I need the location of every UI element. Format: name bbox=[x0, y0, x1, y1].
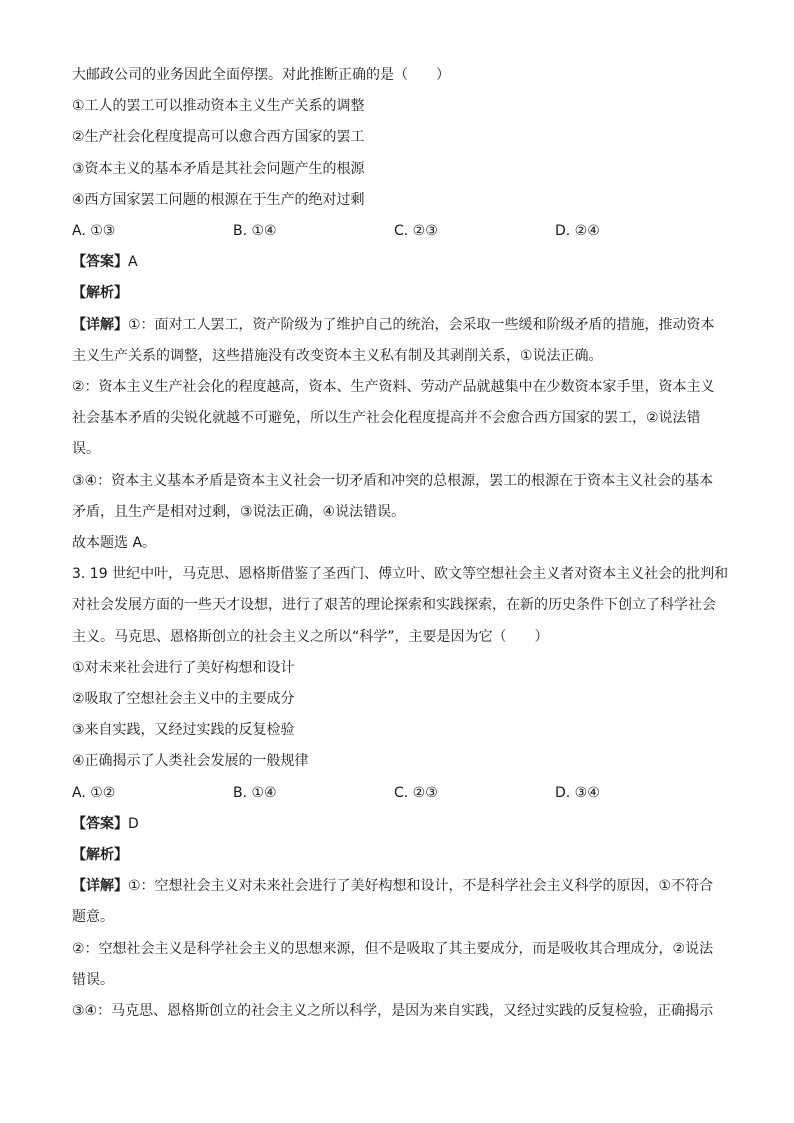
choice-item: ①对未来社会进行了美好构想和设计 bbox=[72, 659, 295, 676]
answer-label: 【答案】 bbox=[72, 815, 128, 832]
question-stem: 主义。马克思、恩格斯创立的社会主义之所以“科学”，主要是因为它（ ） bbox=[72, 628, 549, 645]
detail-line: ②：资本主义生产社会化的程度越高，资本、生产资料、劳动产品就越集中在少数资本家手里，资本主义 bbox=[72, 379, 715, 396]
answer-line bbox=[72, 809, 722, 840]
analysis-label: 【解析】 bbox=[72, 847, 128, 864]
choice-item: ③资本主义的基本矛盾是其社会问题产生的根源 bbox=[72, 160, 365, 177]
document-page bbox=[72, 60, 729, 1027]
choice-item: ④正确揭示了人类社会发展的一般规律 bbox=[72, 753, 309, 770]
choice-item: ①工人的罢工可以推动资本主义生产关系的调整 bbox=[72, 98, 365, 115]
detail-line: 误。 bbox=[72, 441, 100, 458]
answer-options bbox=[72, 216, 722, 247]
option-c: C. ②③ bbox=[394, 223, 438, 240]
answer-line bbox=[72, 247, 722, 278]
answer-options bbox=[72, 778, 722, 809]
analysis-label: 【解析】 bbox=[72, 285, 128, 302]
detail-line: ②：空想社会主义是科学社会主义的思想来源，但不是吸取了其主要成分，而是吸收其合理成分，②说法 bbox=[72, 940, 714, 957]
option-a: A. ①③ bbox=[72, 223, 116, 240]
choice-item: ②吸取了空想社会主义中的主要成分 bbox=[72, 691, 295, 708]
detail-label: 【详解】 bbox=[72, 316, 128, 333]
choice-item: ②生产社会化程度提高可以愈合西方国家的罢工 bbox=[72, 129, 365, 146]
detail-line bbox=[72, 310, 722, 341]
detail-line: 社会基本矛盾的尖锐化就越不可避免，所以生产社会化程度提高并不会愈合西方国家的罢工，②说法错 bbox=[72, 410, 701, 427]
option-d: D. ②④ bbox=[555, 223, 600, 240]
detail-line bbox=[72, 871, 722, 902]
option-b: B. ①④ bbox=[233, 223, 277, 240]
detail-line: 主义生产关系的调整，这些措施没有改变资本主义私有制及其剥削关系，①说法正确。 bbox=[72, 347, 603, 364]
detail-label: 【详解】 bbox=[72, 878, 128, 895]
detail-line: 矛盾，且生产是相对过剩，③说法正确，④说法错误。 bbox=[72, 503, 406, 520]
question-stem: 3. 19 世纪中叶，马克思、恩格斯借鉴了圣西门、傅立叶、欧文等空想社会主义者对资本主义社会的批判和 bbox=[72, 566, 729, 583]
detail-text: ①：面对工人罢工，资产阶级为了维护自己的统治，会采取一些缓和阶级矛盾的措施，推动资本 bbox=[128, 316, 715, 333]
answer-value: D bbox=[128, 815, 139, 832]
detail-line: 题意。 bbox=[72, 909, 114, 926]
question-stem: 对社会发展方面的一些天才设想，进行了艰苦的理论探索和实践探索，在新的历史条件下创立了科学社会 bbox=[72, 597, 716, 614]
detail-line: 故本题选 A。 bbox=[72, 535, 157, 552]
option-c: C. ②③ bbox=[394, 784, 438, 801]
answer-value: A bbox=[128, 254, 138, 271]
answer-label: 【答案】 bbox=[72, 254, 128, 271]
detail-line: 错误。 bbox=[72, 971, 114, 988]
choice-item: ④西方国家罢工问题的根源在于生产的绝对过剩 bbox=[72, 191, 365, 208]
question-stem: 大邮政公司的业务因此全面停摆。对此推断正确的是（ ） bbox=[72, 67, 450, 83]
detail-line: ③④：资本主义基本矛盾是资本主义社会一切矛盾和冲突的总根源，罢工的根源在于资本主义社会的基本 bbox=[72, 472, 714, 489]
choice-item: ③来自实践，又经过实践的反复检验 bbox=[72, 722, 295, 739]
detail-text: ①：空想社会主义对未来社会进行了美好构想和设计，不是科学社会主义科学的原因，①不符合 bbox=[128, 878, 714, 895]
option-a: A. ①② bbox=[72, 784, 116, 801]
option-d: D. ③④ bbox=[555, 784, 600, 801]
option-b: B. ①④ bbox=[233, 784, 277, 801]
detail-line: ③④：马克思、恩格斯创立的社会主义之所以科学，是因为来自实践，又经过实践的反复检验，正确揭示 bbox=[72, 1003, 714, 1020]
